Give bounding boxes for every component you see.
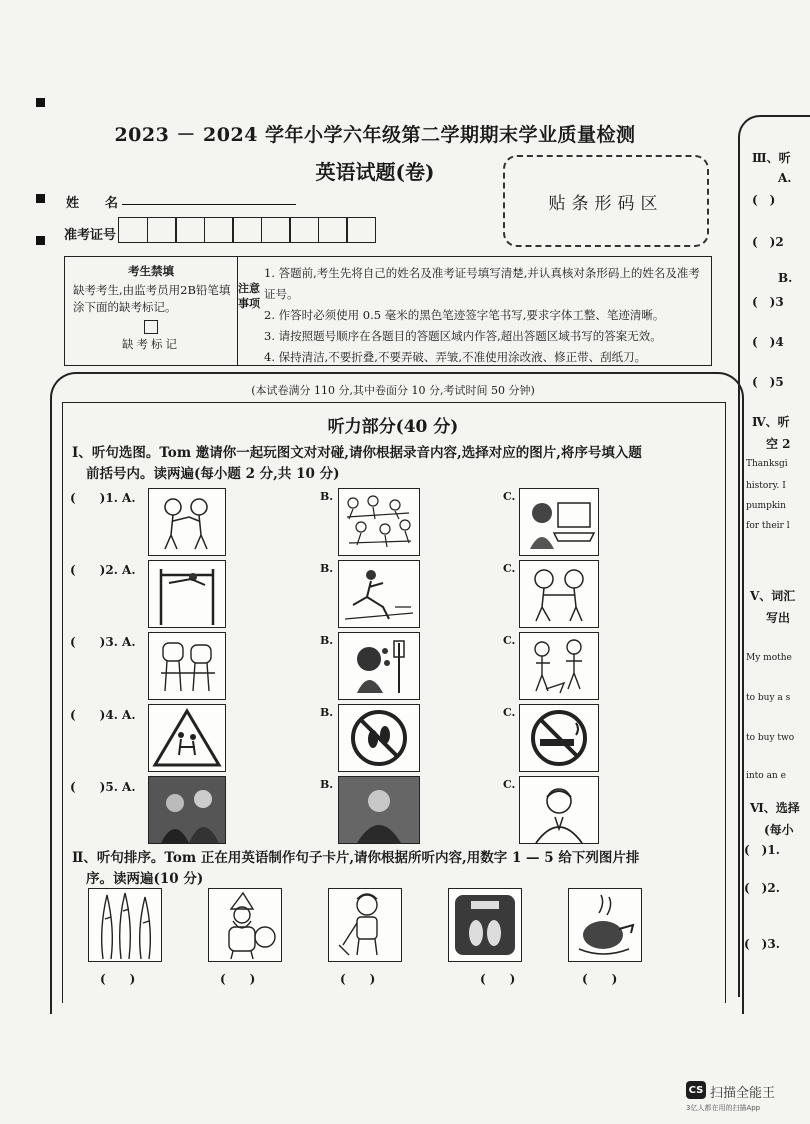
option-b-label: B. bbox=[320, 634, 334, 647]
panel-line: into an e bbox=[746, 771, 786, 781]
id-number-boxes[interactable] bbox=[118, 217, 375, 243]
absent-checkbox[interactable] bbox=[144, 320, 158, 334]
picture-3b-crossing bbox=[338, 632, 420, 700]
panel-line: (每小 bbox=[764, 823, 794, 837]
option-c-label: C. bbox=[503, 634, 516, 647]
question-number[interactable]: ( )4. A. bbox=[70, 708, 136, 722]
corner-mark bbox=[36, 194, 45, 203]
notice-item: 1. 答题前,考生先将自己的姓名及准考证号填写清楚,并认真核对条形码上的姓名及准考证号。 bbox=[264, 266, 700, 301]
camscanner-name: 扫描全能王 bbox=[710, 1086, 776, 1101]
id-digit-box[interactable] bbox=[232, 217, 262, 243]
picture-3c-kids-litter bbox=[519, 632, 599, 700]
id-digit-box[interactable] bbox=[318, 217, 348, 243]
notice-box bbox=[64, 256, 712, 366]
option-b-label: B. bbox=[320, 490, 334, 503]
absent-mark-label: 缺考标记 bbox=[122, 337, 180, 351]
name-label: 姓 名 bbox=[66, 196, 119, 211]
corner-mark bbox=[36, 236, 45, 245]
picture-4c-no-smoking-sign bbox=[519, 704, 599, 772]
option-c-label: C. bbox=[503, 562, 516, 575]
option-c-label: C. bbox=[503, 706, 516, 719]
panel-line: ( )3. bbox=[744, 937, 780, 951]
id-digit-box[interactable] bbox=[118, 217, 148, 243]
notice-item: 3. 请按照题号顺序在各题目的答题区域内作答,超出答题区域书写的答案无效。 bbox=[264, 329, 662, 343]
sort-answer-blank[interactable]: ( ) bbox=[100, 972, 136, 986]
camscanner-tagline: 3亿人都在用的扫描App bbox=[686, 1104, 761, 1112]
panel-line: to buy two bbox=[746, 733, 795, 743]
panel-line: ( )5 bbox=[752, 375, 784, 389]
option-b-label: B. bbox=[320, 562, 334, 575]
picture-1c-computer bbox=[519, 488, 599, 556]
exam-title: 2023 － 2024 学年小学六年级第二学期期末学业质量检测 bbox=[114, 124, 636, 146]
absent-title: 考生禁填 bbox=[128, 264, 174, 278]
panel-line: Ⅵ、选择 bbox=[750, 801, 800, 815]
id-digit-box[interactable] bbox=[175, 217, 205, 243]
panel-line: pumpkin bbox=[746, 501, 786, 511]
absent-cell bbox=[65, 257, 238, 365]
id-digit-box[interactable] bbox=[204, 217, 234, 243]
score-info: (本试卷满分 110 分,其中卷面分 10 分,考试时间 50 分钟) bbox=[251, 384, 535, 397]
panel-line: ( )2 bbox=[752, 235, 784, 249]
next-page-panel bbox=[738, 115, 810, 997]
sort-answer-blank[interactable]: ( ) bbox=[480, 972, 516, 986]
part2-instruction bbox=[72, 848, 717, 890]
corner-mark bbox=[36, 98, 45, 107]
question-number[interactable]: ( )5. A. bbox=[70, 780, 136, 794]
exam-subtitle: 英语试题(卷) bbox=[315, 160, 435, 184]
panel-line: 空 2 bbox=[766, 437, 791, 451]
picture-sort-1-plants bbox=[88, 888, 162, 962]
id-digit-box[interactable] bbox=[346, 217, 376, 243]
picture-4b-no-walking-sign bbox=[338, 704, 420, 772]
option-c-label: C. bbox=[503, 778, 516, 791]
option-b-label: B. bbox=[320, 778, 334, 791]
sort-answer-blank[interactable]: ( ) bbox=[582, 972, 618, 986]
notice-item: 2. 作答时必须使用 0.5 毫米的黑色笔迹签字笔书写,要求字体工整、笔迹清晰。 bbox=[264, 308, 665, 322]
picture-2b-long-jump bbox=[338, 560, 420, 628]
option-c-label: C. bbox=[503, 490, 516, 503]
panel-line: to buy a s bbox=[746, 693, 791, 703]
sort-answer-blank[interactable]: ( ) bbox=[340, 972, 376, 986]
picture-1a-kids-playing bbox=[148, 488, 226, 556]
panel-line: Ⅴ、词汇 bbox=[750, 589, 796, 603]
part1-instruction-line: 前括号内。读两遍(每小题 2 分,共 10 分) bbox=[86, 466, 340, 482]
absent-text: 缺考考生,由监考员用2B铅笔填涂下面的缺考标记。 bbox=[73, 283, 231, 314]
panel-line: My mothe bbox=[746, 653, 792, 663]
panel-line: 写出 bbox=[766, 611, 791, 625]
panel-line: Thanksgi bbox=[746, 459, 788, 469]
notice-side-label: 注意事项 bbox=[238, 282, 260, 310]
section-title: 听力部分(40 分) bbox=[327, 417, 459, 437]
picture-2c-two-kids bbox=[519, 560, 599, 628]
picture-sort-5-roast-turkey bbox=[568, 888, 642, 962]
panel-line: B. bbox=[778, 271, 793, 285]
picture-5c-portrait-drawing bbox=[519, 776, 599, 844]
picture-sort-4-scale bbox=[448, 888, 522, 962]
panel-line: A. bbox=[778, 171, 792, 185]
part1-instruction-line: Ⅰ、听句选图。Tom 邀请你一起玩图文对对碰,请你根据录音内容,选择对应的图片,将序号填入题 bbox=[72, 445, 642, 461]
question-number[interactable]: ( )2. A. bbox=[70, 563, 136, 577]
part2-instruction-line: Ⅱ、听句排序。Tom 正在用英语制作句子卡片,请你根据所听内容,用数字 1 — 5 给下列图片排 bbox=[72, 850, 640, 866]
panel-line: ( ) bbox=[752, 193, 776, 207]
notice-items bbox=[260, 257, 711, 365]
id-label: 准考证号 bbox=[64, 228, 117, 243]
name-field[interactable] bbox=[122, 203, 296, 205]
picture-sort-3-kid-sweeping bbox=[328, 888, 402, 962]
id-digit-box[interactable] bbox=[261, 217, 291, 243]
id-digit-box[interactable] bbox=[147, 217, 177, 243]
panel-line: Ⅳ、听 bbox=[752, 415, 790, 429]
part1-instruction bbox=[72, 443, 717, 485]
camscanner-logo: CS bbox=[686, 1081, 706, 1099]
panel-line: for their l bbox=[746, 521, 790, 531]
panel-line: ( )1. bbox=[744, 843, 780, 857]
panel-line: history. I bbox=[746, 481, 786, 491]
picture-5b-portrait-photo bbox=[338, 776, 420, 844]
picture-5a-portrait-photo bbox=[148, 776, 226, 844]
picture-sort-2-santa bbox=[208, 888, 282, 962]
panel-line: ( )2. bbox=[744, 881, 780, 895]
notice-item: 4. 保持清洁,不要折叠,不要弄破、弄皱,不准使用涂改液、修正带、刮纸刀。 bbox=[264, 350, 647, 364]
question-number[interactable]: ( )3. A. bbox=[70, 635, 136, 649]
question-number[interactable]: ( )1. A. bbox=[70, 491, 136, 505]
picture-4a-school-crossing-sign bbox=[148, 704, 226, 772]
panel-line: ( )4 bbox=[752, 335, 784, 349]
sort-answer-blank[interactable]: ( ) bbox=[220, 972, 256, 986]
picture-3a-sick-kids bbox=[148, 632, 226, 700]
barcode-area: 贴条形码区 bbox=[503, 155, 709, 247]
picture-1b-crowd bbox=[338, 488, 420, 556]
panel-line: Ⅲ、听 bbox=[752, 151, 791, 165]
option-b-label: B. bbox=[320, 706, 334, 719]
id-digit-box[interactable] bbox=[289, 217, 319, 243]
panel-line: ( )3 bbox=[752, 295, 784, 309]
picture-2a-high-jump bbox=[148, 560, 226, 628]
part2-instruction-line: 序。读两遍(10 分) bbox=[86, 871, 204, 887]
